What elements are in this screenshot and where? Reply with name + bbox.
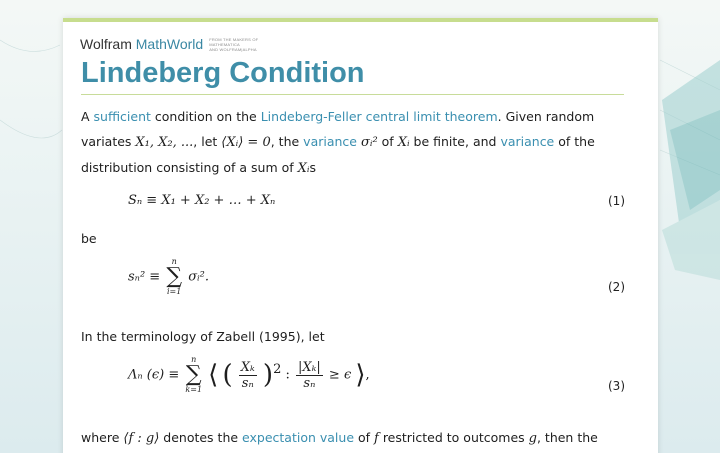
tagline-line-1: FROM THE MAKERS OF MATHEMATICA bbox=[209, 36, 259, 47]
equation-3-lhs: Λₙ (ϵ) ≡ bbox=[128, 367, 180, 383]
intro-text: , the bbox=[270, 134, 304, 149]
left-angle-bracket: ⟨ bbox=[208, 360, 219, 390]
restriction-colon: : bbox=[285, 367, 290, 383]
logo-mathworld: MathWorld bbox=[135, 36, 204, 52]
link-variance[interactable]: variance bbox=[303, 134, 357, 149]
brand-header bbox=[80, 36, 279, 52]
sum-lower-limit: k=1 bbox=[185, 385, 203, 394]
be-text: be bbox=[81, 231, 97, 246]
fraction-abs-xk-sn bbox=[296, 360, 323, 391]
equation-1 bbox=[128, 193, 275, 208]
zabell-text: In the terminology of Zabell (1995), let bbox=[81, 329, 325, 344]
intro-text: A bbox=[81, 109, 94, 124]
equation-3: Λₙ (ϵ) ≡ n ∑ k=1 ⟨ ( $\frac{\text{Xₖ}}{\text{sₙ}}$ )$^2$ : $\frac{\text{|Xₖ|}}{\text{sₙ}}$ ≥ ϵ ⟩, bbox=[128, 355, 370, 394]
link-expectation-value[interactable]: expectation value bbox=[242, 430, 355, 445]
math-random-variates: X₁, X₂, ... bbox=[135, 135, 194, 150]
intro-text: , let bbox=[193, 134, 222, 149]
link-sufficient[interactable]: sufficient bbox=[93, 109, 151, 124]
math-f-g: ⟨f : g⟩ bbox=[123, 431, 160, 446]
sum-upper-limit: n bbox=[191, 355, 197, 364]
where-text: restricted to outcomes bbox=[378, 430, 529, 445]
where-text: denotes the bbox=[159, 430, 243, 445]
sum-lower-limit: i=1 bbox=[167, 287, 182, 296]
math-g: g bbox=[528, 431, 537, 446]
summation-symbol: n ∑ i=1 bbox=[166, 257, 183, 296]
where-paragraph bbox=[81, 425, 621, 451]
intro-text: s bbox=[309, 160, 317, 175]
where-text: of bbox=[354, 430, 375, 445]
fraction-numerator: Xₖ bbox=[240, 359, 255, 375]
math-mean-zero: ⟨Xᵢ⟩ = 0 bbox=[221, 135, 271, 150]
intro-text: be finite, and bbox=[409, 134, 501, 149]
where-text: where bbox=[81, 430, 124, 445]
equation-1-number: (1) bbox=[608, 194, 625, 208]
math-xi-2: Xᵢ bbox=[297, 161, 310, 176]
equation-2-lhs: sₙ² ≡ bbox=[128, 269, 161, 285]
intro-paragraph bbox=[81, 104, 621, 181]
exponent-2: 2 bbox=[273, 362, 282, 378]
title-divider bbox=[81, 94, 624, 95]
equation-2-rhs: σᵢ². bbox=[188, 269, 210, 285]
math-sigma: σᵢ² bbox=[360, 135, 378, 150]
where-text: , then the bbox=[536, 430, 598, 445]
equation-3-number: (3) bbox=[608, 379, 625, 393]
intro-text: condition on the bbox=[150, 109, 261, 124]
math-xi: Xᵢ bbox=[397, 135, 410, 150]
fraction-numerator: |Xₖ| bbox=[298, 359, 321, 375]
intro-text: of bbox=[377, 134, 398, 149]
left-paren: ( bbox=[222, 360, 233, 390]
sum-upper-limit: n bbox=[171, 257, 177, 266]
right-angle-bracket: ⟩ bbox=[355, 360, 366, 390]
link-lindeberg-feller-theorem[interactable]: Lindeberg-Feller central limit theorem bbox=[260, 109, 498, 124]
right-paren: ) bbox=[262, 360, 274, 390]
mathworld-logo[interactable] bbox=[80, 36, 203, 52]
equation-2 bbox=[128, 258, 209, 296]
fraction-denominator: sₙ bbox=[241, 375, 254, 391]
equation-2-number: (2) bbox=[608, 280, 625, 294]
equation-1-body: Sₙ ≡ X₁ + X₂ + … + Xₙ bbox=[128, 193, 276, 208]
link-variance-2[interactable]: variance bbox=[500, 134, 555, 149]
math-f: f bbox=[374, 431, 379, 446]
tagline-line-2: AND WOLFRAM|ALPHA bbox=[209, 46, 257, 52]
fraction-denominator: sₙ bbox=[303, 375, 316, 391]
summation-symbol: n ∑ k=1 bbox=[185, 355, 203, 394]
brand-tagline bbox=[209, 37, 279, 52]
fraction-xk-sn bbox=[239, 360, 257, 391]
intro-text: . Given random variates bbox=[81, 109, 595, 149]
page-title: Lindeberg Condition bbox=[81, 57, 365, 89]
intro-text: of the distribution consisting of a sum of bbox=[81, 134, 595, 175]
equation-3-tail: ≥ ϵ bbox=[328, 367, 352, 383]
logo-wolfram: Wolfram bbox=[80, 36, 136, 52]
